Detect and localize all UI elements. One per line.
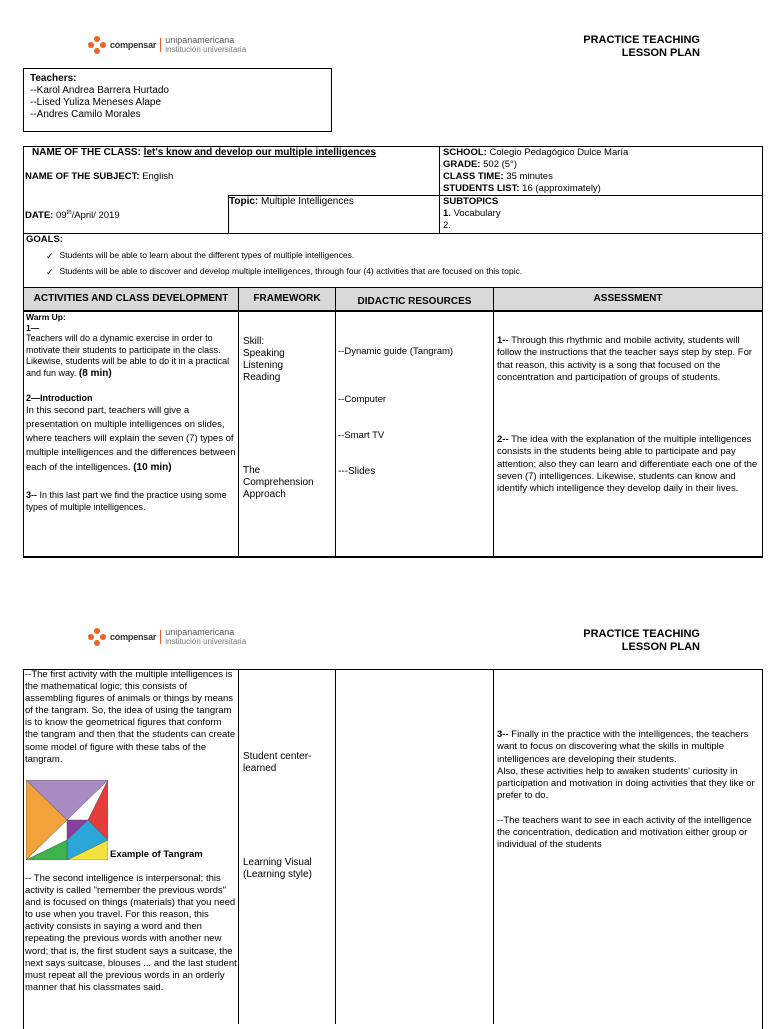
- resource-item: ---Slides: [338, 466, 376, 477]
- framework-learning-visual: Learning Visual (Learning style): [243, 857, 312, 880]
- teacher-name: --Andres Camilo Morales: [30, 109, 141, 120]
- date: DATE: 09th/April/ 2019: [25, 210, 120, 222]
- logo-mark-icon: [88, 36, 106, 54]
- col-activities: ACTIVITIES AND CLASS DEVELOPMENT: [33, 293, 229, 304]
- framework-student-center: Student center-learned: [243, 751, 312, 774]
- assessment-2: 2-- The idea with the explanation of the multiple intelligences consists in the students being able to participate and pay attention; also they can learn and differentiate each one of the seven (7) intelligences. Likewise, students can know and identify which intelligence they develop daily in their lives.: [497, 434, 758, 495]
- resource-item: --Smart TV: [338, 430, 385, 441]
- framework-approach: The Comprehension Approach: [243, 465, 314, 500]
- check-icon: ✓: [46, 251, 54, 261]
- logo-mark-icon: [88, 628, 106, 646]
- resource-item: --Dynamic guide (Tangram): [338, 346, 454, 357]
- col-resources: DIDACTIC RESOURCES: [357, 296, 472, 307]
- goal-item: Students will be able to discover and develop multiple intelligences, through four (4) activities that are focused on this topic.: [59, 266, 523, 276]
- subject-name: NAME OF THE SUBJECT: English: [25, 171, 174, 182]
- teacher-name: --Lised Yuliza Meneses Alape: [30, 97, 162, 108]
- tangram-caption: Example of Tangram: [110, 849, 203, 860]
- col-assessment: ASSESSMENT: [593, 293, 663, 304]
- col-framework: FRAMEWORK: [253, 293, 321, 304]
- subtopics: SUBTOPICS 1. Vocabulary 2.: [443, 196, 501, 231]
- page-title: PRACTICE TEACHING LESSON PLAN: [583, 34, 700, 59]
- topic: Topic: Multiple Intelligences: [229, 196, 354, 207]
- resource-item: --Computer: [338, 394, 387, 405]
- class-name: NAME OF THE CLASS: let's know and develop our multiple intelligences: [32, 147, 377, 158]
- logo: [88, 627, 246, 647]
- assessment-3: 3-- Finally in the practice with the intelligences, the teachers want to focus on discovering what the skills in multiple intelligences are developing their students. Also, these activities help to awaken students' curiosity in participation and motivation in doing activities that they like or prefer to do. --The teachers want to see in each activity of the intelligence the concentration, dedication and motivation either group or individual of the students: [497, 729, 755, 851]
- assessment-1: 1-- Through this rhythmic and mobile activity, students will follow the instructions that the teacher says step by step. For that reason, this activity is a song that focused on the concentration and participation of groups of students.: [497, 335, 753, 383]
- check-icon: ✓: [46, 267, 54, 277]
- page-title: PRACTICE TEACHING LESSON PLAN: [583, 628, 700, 653]
- logo-brand: compensar: [110, 632, 157, 642]
- tangram-image: [26, 780, 108, 860]
- teacher-name: --Karol Andrea Barrera Hurtado: [30, 85, 169, 96]
- logo-university: unipanamericana institución universitaria: [165, 35, 247, 54]
- framework-cell: Skill: Speaking Listening Reading: [243, 336, 285, 383]
- logo-university: unipanamericana institución universitaria: [165, 627, 247, 646]
- goal-item: Students will be able to learn about the different types of multiple intelligences.: [59, 250, 355, 260]
- logo: [88, 35, 246, 55]
- logo-brand: compensar: [110, 40, 157, 50]
- goals: [26, 234, 761, 278]
- activity-tangram-text: --The first activity with the multiple intelligences is the mathematical logic; this consists of assembling figures of animals or things by means of the tangram. So, the idea of using the tangram is to know the geometrical figures that conform the tangram and then that the students can create some model of figure with these tabs of the tangram.: [25, 669, 236, 765]
- teachers-label: Teachers:: [30, 73, 77, 84]
- activity-interpersonal-text: -- The second intelligence is interpersonal; this activity is called "remember the previous words" and is focused on things (materials) that you need to use when you travel. For this reason, this activity consists in saying a word and then repeating the previous words with another new word; that is, the first student says a suitcase, the next says suitcase, blouses ... and the last student must repeat all the previous words in an orderly manner that his classmates said.: [25, 873, 237, 993]
- school-info: SCHOOL: Colegio Pedagógico Dulce María GRADE: 502 (5°) CLASS TIME: 35 minutes STUDENTS LIST: 16 (approximately): [443, 147, 629, 194]
- teachers-box: [23, 68, 332, 132]
- goals-label: GOALS:: [26, 234, 63, 245]
- activities-cell: Warm Up: 1— Teachers will do a dynamic exercise in order to motivate their students to participate in the class. Likewise, students will be able to do it in a practical and fun way. (8 min) 2—Introduction In this second part, teachers will give a presentation on multiple intelligences on slides, where teachers will explain the seven (7) types of multiple intelligences and the differences between each of the intelligences. (10 min) 3-- In this last part we find the practice using some types of multiple intelligences.: [26, 312, 236, 512]
